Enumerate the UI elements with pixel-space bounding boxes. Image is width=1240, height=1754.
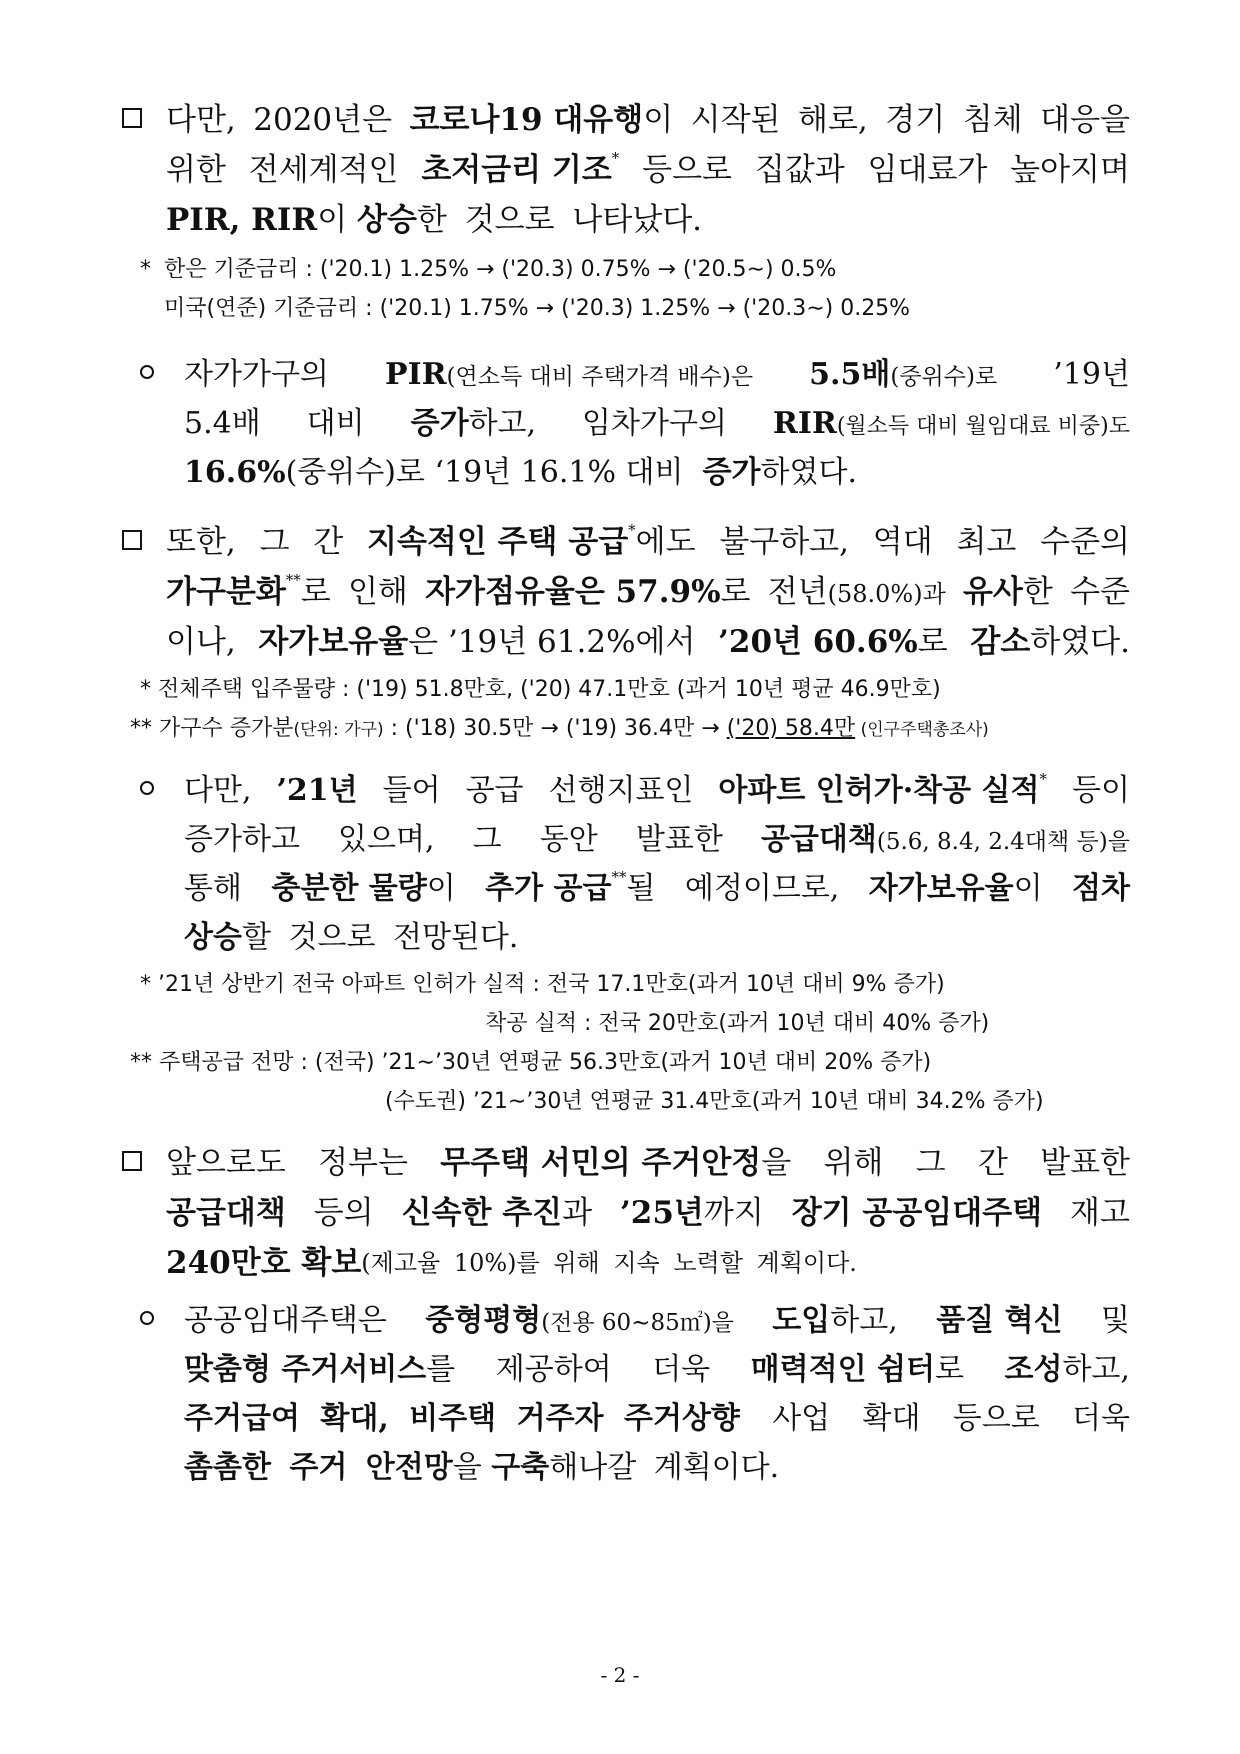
bold-text: 자가점유율은 57.9%	[425, 574, 721, 610]
footnote-marker: *	[628, 521, 636, 539]
text: 집값과	[754, 152, 845, 188]
paragraph-line	[120, 1138, 1130, 1188]
text: 하고,	[1062, 1352, 1130, 1387]
text: 2020년은	[253, 102, 393, 138]
text: 해나갈 계획이다.	[549, 1450, 780, 1485]
footnote-rates	[140, 250, 910, 328]
footnote-apartment-supply	[130, 965, 1120, 1121]
text: 까지	[703, 1195, 764, 1231]
paragraph-line	[120, 195, 1130, 245]
text: 간	[977, 1145, 1008, 1181]
text: 임대료가	[867, 152, 988, 188]
paragraph-line	[120, 1188, 1130, 1238]
paragraph-line	[120, 1238, 1130, 1288]
subparagraph-pir-rir	[140, 350, 1130, 497]
underlined-text: ('20) 58.4만	[726, 716, 856, 741]
footnote-marker: *	[1039, 770, 1048, 788]
bold-text: 지속적인 주택 공급	[367, 524, 629, 560]
bold-text: 추가 공급	[485, 871, 612, 906]
paragraph-line	[140, 913, 1130, 962]
bold-text: 품질 혁신	[936, 1303, 1063, 1338]
text: 이	[317, 202, 348, 238]
footnote-line	[130, 1043, 1120, 1082]
bold-text: 매력적인 쉼터	[750, 1352, 935, 1387]
bold-text: 5.5배	[809, 357, 891, 392]
text: 사업	[772, 1401, 831, 1436]
text: 될	[626, 871, 656, 906]
footnote-marker: *	[140, 257, 151, 282]
text: 역대	[872, 524, 933, 560]
footnote-marker: **	[285, 571, 301, 589]
text: 등이	[1071, 773, 1130, 808]
text: ** 가구수 증가분	[130, 716, 294, 741]
paragraph-line	[140, 1394, 1130, 1443]
bold-text: ’21년	[276, 773, 358, 808]
bold-text: ’20년 60.6%	[718, 624, 918, 660]
text: 대응을	[1040, 102, 1130, 138]
paragraph-line	[140, 815, 1130, 864]
text: 예정이므로,	[684, 871, 840, 906]
text: 로	[935, 1352, 964, 1387]
text: 등으로	[642, 152, 732, 188]
paragraph-line	[120, 95, 1130, 145]
paragraph-line	[120, 145, 1130, 195]
text: 침체	[962, 102, 1023, 138]
bold-text: 아파트 인허가·착공 실적	[718, 773, 1040, 808]
text: 착공 실적 : 전국 20만호(과거 10년 대비 40% 증가)	[485, 1011, 990, 1036]
text: 동안	[539, 822, 598, 857]
paragraph-line	[140, 350, 1130, 399]
text: (5.6, 8.4, 2.4대책 등)을	[876, 829, 1130, 855]
bold-text: 가구분화	[166, 574, 286, 610]
text: 한은 기준금리 : ('20.1) 1.25% → ('20.3) 0.75% → ('20.5∼) 0.5%	[164, 257, 837, 282]
subparagraph-public-rental	[140, 1296, 1130, 1492]
text: 은 ’19년 61.2%에서	[408, 624, 696, 660]
bold-text: 신속한 추진	[401, 1195, 563, 1231]
bold-text: 충분한 물량	[271, 871, 427, 906]
text: 을	[761, 1145, 792, 1181]
text: 그	[472, 822, 502, 857]
text: 할 것으로 전망된다.	[241, 920, 519, 955]
bold-text: 구축	[491, 1450, 550, 1485]
text: 과	[562, 1195, 593, 1231]
footnote-line	[130, 709, 989, 748]
text: 간	[313, 524, 344, 560]
text: 공공임대주택은	[184, 1303, 387, 1338]
text: 있으며,	[338, 822, 435, 857]
text: 해로,	[798, 102, 868, 138]
text: (중위수)로	[890, 364, 998, 390]
text: (월소득 대비 월임대료 비중)도	[836, 414, 1130, 439]
bold-text: 유사	[962, 574, 1023, 610]
text: 수준의	[1040, 524, 1130, 560]
text: 수준	[1070, 574, 1130, 610]
paragraph-line	[140, 448, 1130, 497]
text: 하고,	[830, 1303, 898, 1338]
text: 들어	[382, 773, 441, 808]
text: 시작된	[690, 102, 781, 138]
footnote-supply	[130, 670, 989, 748]
bold-text: 주거급여 확대, 비주택 거주자 주거상향	[184, 1401, 740, 1436]
footnote-line	[130, 1082, 1120, 1121]
paragraph-line	[140, 399, 1130, 448]
text: (단위: 가구)	[293, 720, 384, 740]
circle-bullet-icon	[140, 365, 154, 379]
text: 대비	[306, 406, 365, 441]
text: (인구주택총조사)	[855, 720, 989, 740]
text: 또한,	[166, 524, 236, 560]
text: 로	[917, 624, 948, 660]
bold-text: 상승	[357, 202, 417, 238]
square-bullet-icon	[122, 1151, 142, 1171]
bold-text: 자가보유율	[258, 624, 409, 660]
text: 확대	[862, 1401, 921, 1436]
bold-text: 초저금리 기조	[421, 152, 612, 188]
text: 발표한	[635, 822, 723, 857]
text: 미국(연준) 기준금리 : ('20.1) 1.75% → ('20.3) 1.25% → ('20.3∼) 0.25%	[164, 296, 911, 321]
bold-text: PIR	[385, 357, 447, 392]
text: 다만,	[166, 102, 236, 138]
bold-text: 16.6%	[184, 455, 286, 490]
text: (수도권) ’21∼’30년 연평균 31.4만호(과거 10년 대비 34.2% 증가)	[385, 1089, 1044, 1114]
text: ’19년	[1053, 357, 1130, 392]
circle-bullet-icon	[140, 781, 154, 795]
text: * 전체주택 입주물량 : ('19) 51.8만호, ('20) 47.1만호 (과거 10년 평균 46.9만호)	[140, 677, 941, 702]
footnote-line	[130, 1004, 1120, 1043]
text: 5.4배	[184, 406, 261, 441]
bold-text: 코로나19 대유행	[409, 102, 644, 138]
text: (중위수)로 ‘19년 16.1% 대비	[285, 455, 684, 490]
text: 그	[915, 1145, 946, 1181]
text: 등으로	[952, 1401, 1040, 1436]
bold-text: 조성	[1004, 1352, 1063, 1387]
subparagraph-supply-outlook	[140, 766, 1130, 962]
bold-text: 상승	[184, 920, 242, 955]
text: 더욱	[1071, 1401, 1130, 1436]
bold-text: 장기 공공임대주택	[791, 1195, 1043, 1231]
bold-text: 촘촘한 주거 안전망	[184, 1450, 453, 1485]
text: 자가가구의	[184, 357, 329, 392]
text: 통해	[184, 871, 242, 906]
text: 로	[300, 574, 331, 610]
text: : ('18) 30.5만 → ('19) 36.4만 →	[383, 716, 727, 741]
text: 높아지며	[1010, 152, 1130, 188]
text: 인해	[347, 574, 408, 610]
text: 더욱	[652, 1352, 711, 1387]
text: ** 주택공급 전망 : (전국) ’21∼’30년 연평균 56.3만호(과거 10년 대비 20% 증가)	[130, 1050, 932, 1075]
text: (58.0%)과	[827, 580, 946, 608]
bold-text: 맞춤형 주거서비스	[184, 1352, 427, 1387]
text: 전세계적인	[248, 152, 399, 188]
footnote-marker: **	[611, 868, 627, 886]
text: 이나,	[166, 624, 236, 660]
text: 에도	[635, 524, 696, 560]
text: 불구하고,	[719, 524, 849, 560]
bold-text: ’25년	[620, 1195, 704, 1231]
page-number: - 2 -	[600, 1663, 640, 1687]
text: (전용 60∼85㎡)을	[541, 1310, 734, 1336]
text: 증가하고	[184, 822, 300, 857]
paragraph-homeownership	[120, 517, 1130, 667]
bold-text: 240만호 확보	[166, 1245, 362, 1281]
text: 이	[643, 102, 674, 138]
text: 을	[452, 1450, 482, 1485]
paragraph-line	[140, 766, 1130, 815]
text: 하였다.	[1030, 624, 1130, 660]
paragraph-line	[120, 517, 1130, 567]
footnote-line	[140, 250, 910, 289]
footnote-marker: *	[611, 149, 620, 167]
paragraph-government-plan	[120, 1138, 1130, 1288]
text: 공급	[465, 773, 524, 808]
text: (연소득 대비 주택가격 배수)은	[446, 364, 754, 390]
bold-text: 공급대책	[166, 1195, 286, 1231]
bold-text: PIR, RIR	[166, 202, 318, 238]
text: 하였다.	[760, 455, 857, 490]
square-bullet-icon	[122, 108, 142, 128]
bold-text: 증가	[410, 406, 469, 441]
paragraph-covid-rates	[120, 95, 1130, 245]
paragraph-line	[140, 1345, 1130, 1394]
bold-text: 점차	[1072, 871, 1130, 906]
text: (제고율 10%)를 위해 지속 노력할 계획이다.	[361, 1249, 857, 1277]
bold-text: 감소	[970, 624, 1031, 660]
text: 그	[259, 524, 290, 560]
paragraph-line	[120, 617, 1130, 667]
text: 임차가구의	[582, 406, 727, 441]
text: 위한	[166, 152, 226, 188]
text: 제공하여	[495, 1352, 612, 1387]
bold-text: 무주택 서민의 주거안정	[440, 1145, 762, 1181]
footnote-line	[130, 670, 989, 709]
bold-text: 도입	[772, 1303, 831, 1338]
text: 한 것으로 나타났다.	[416, 202, 703, 238]
text: 선행지표인	[548, 773, 694, 808]
paragraph-line	[140, 1443, 1130, 1492]
text: 경기	[885, 102, 946, 138]
paragraph-line	[140, 1296, 1130, 1345]
bold-text: 공급대책	[760, 822, 877, 857]
bold-text: 중형평형	[425, 1303, 542, 1338]
text: 하고,	[468, 406, 537, 441]
text: 이	[426, 871, 456, 906]
text: 위해	[823, 1145, 884, 1181]
text: 재고	[1070, 1195, 1130, 1231]
square-bullet-icon	[122, 530, 142, 550]
text: 한	[1022, 574, 1053, 610]
text: 정부는	[318, 1145, 408, 1181]
paragraph-line	[120, 567, 1130, 617]
text: 이	[1013, 871, 1043, 906]
text: 다만,	[184, 773, 252, 808]
text: 발표한	[1040, 1145, 1130, 1181]
text: 최고	[956, 524, 1017, 560]
text: 등의	[313, 1195, 374, 1231]
bold-text: 자가보유율	[868, 871, 1014, 906]
bold-text: 증가	[702, 455, 761, 490]
circle-bullet-icon	[140, 1311, 154, 1325]
bold-text: RIR	[772, 406, 837, 441]
footnote-line	[140, 289, 910, 328]
text: 및	[1100, 1303, 1130, 1338]
text: 를	[426, 1352, 456, 1387]
paragraph-line	[140, 864, 1130, 913]
text: 전년	[767, 574, 828, 610]
text: 로	[720, 574, 751, 610]
text: * ’21년 상반기 전국 아파트 인허가 실적 : 전국 17.1만호(과거 10년 대비 9% 증가)	[140, 972, 945, 997]
footnote-line	[130, 965, 1120, 1004]
text: 앞으로도	[166, 1145, 286, 1181]
